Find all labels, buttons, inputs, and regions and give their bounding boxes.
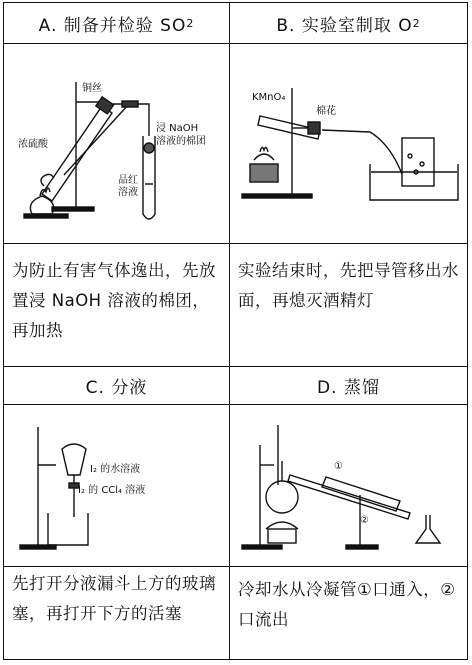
label-conc-acid: 浓硫酸: [18, 139, 48, 150]
label-port-1: ①: [334, 461, 343, 472]
cell-c-diagram: [4, 405, 229, 566]
cell-b-title-subscript: 2: [412, 16, 421, 30]
cell-c-title: C. 分液: [85, 378, 148, 398]
label-cotton: 棉花: [316, 106, 336, 117]
cell-b-diagram: [230, 44, 467, 243]
cell-b-description: 实验结束时，先把导管移出水面，再熄灭酒精灯: [238, 261, 459, 310]
cell-c-description: 先打开分液漏斗上方的玻璃塞，再打开下方的活塞: [12, 574, 216, 623]
label-magenta-2: 溶液: [118, 187, 138, 198]
label-upper-layer: I₂ 的水溶液: [90, 464, 141, 475]
experiment-table: [3, 2, 468, 660]
cell-a-title-text: A. 制备并检验 SO: [38, 15, 187, 36]
label-naoh-cotton-1: 浸 NaOH: [156, 123, 199, 134]
cell-b-title-text: B. 实验室制取 O: [276, 15, 413, 36]
cell-a-title-subscript: 2: [186, 16, 195, 30]
cell-b-title: [230, 3, 467, 43]
so2-apparatus-figure: [4, 44, 229, 243]
label-copper-wire: 铜丝: [82, 83, 102, 94]
cell-d-diagram: [230, 405, 467, 566]
cell-d-description: 冷却水从冷凝管①口通入，②口流出: [238, 580, 456, 629]
label-kmno4: KMnO₄: [252, 92, 286, 103]
label-lower-layer: I₂ 的 CCl₄ 溶液: [78, 485, 146, 496]
o2-apparatus-figure: [230, 44, 467, 243]
label-naoh-cotton-2: 溶液的棉团: [156, 136, 206, 147]
distillation-figure: [230, 405, 467, 566]
cell-d-title: D. 蒸馏: [317, 378, 380, 398]
label-port-2: ②: [360, 515, 369, 526]
label-magenta-1: 品红: [118, 175, 138, 186]
cell-a-description: 为防止有害气体逸出，先放置浸 NaOH 溶液的棉团，再加热: [12, 261, 216, 340]
cell-a-title: [4, 3, 229, 43]
cell-a-diagram: [4, 44, 229, 243]
separatory-funnel-figure: [4, 405, 229, 566]
